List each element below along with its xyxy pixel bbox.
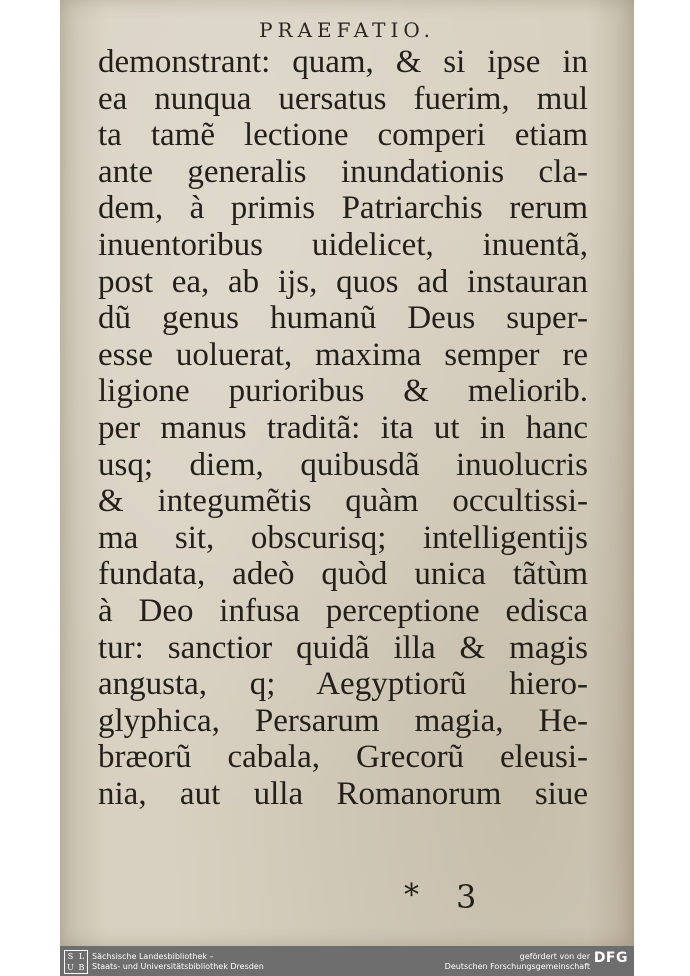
text-line: glyphica, Persarum magia, He- [98,702,588,739]
page-header: PRAEFATIO. [259,18,435,42]
text-line: nia, aut ulla Romanorum siue [98,775,588,812]
logo-letter: S [67,952,74,961]
signature-mark: 3 [456,878,477,916]
text-line: dũ genus humanũ Deus super- [98,300,588,337]
text-line: esse uoluerat, maxima semper re [98,336,588,373]
slub-logo-icon [64,950,88,974]
text-line: ma sit, obscurisq; intelligentijs [98,519,588,556]
library-credit [92,952,264,972]
attribution-bar [60,946,634,976]
body-text [98,44,588,812]
text-line: & integumẽtis quàm occultissi- [98,483,588,520]
text-line: angusta, q; Aegyptiorũ hiero- [98,666,588,703]
text-line: inuentoribus uidelicet, inuentã, [98,226,588,263]
logo-letter: L [78,952,85,961]
library-line: Sächsische Landesbibliothek – [92,952,214,961]
scanned-page [60,0,634,946]
logo-letter: U [67,963,74,972]
text-line: usq; diem, quibusdã inuolucris [98,446,588,483]
logo-letter: B [78,963,85,972]
dfg-logo-icon: DFG [593,950,628,966]
catchword-mark: * [404,878,419,913]
library-line: Staats- und Universitätsbibliothek Dresden [92,962,264,971]
text-line: à Deo infusa perceptione edisca [98,592,588,629]
text-line: ea nunqua uersatus fuerim, mul [98,80,588,117]
text-line: post ea, ab ijs, quos ad instauran [98,263,588,300]
text-line: tur: sanctior quidã illa & magis [98,629,588,666]
text-line: fundata, adeò quòd unica tãtùm [98,556,588,593]
text-line: per manus traditã: ita ut in hanc [98,409,588,446]
text-line: ligione purioribus & meliorib. [98,373,588,410]
funder-line: gefördert von der [519,952,590,961]
text-line: bræorũ cabala, Grecorũ eleusi- [98,739,588,776]
text-line: ante generalis inundationis cla- [98,153,588,190]
funder-credit [445,952,590,972]
funder-line: Deutschen Forschungsgemeinschaft [444,962,590,971]
text-line: ta tamẽ lectione comperi etiam [98,117,588,154]
text-line: demonstrant: quam, & si ipse in [98,44,588,80]
text-line: dem, à primis Patriarchis rerum [98,190,588,227]
